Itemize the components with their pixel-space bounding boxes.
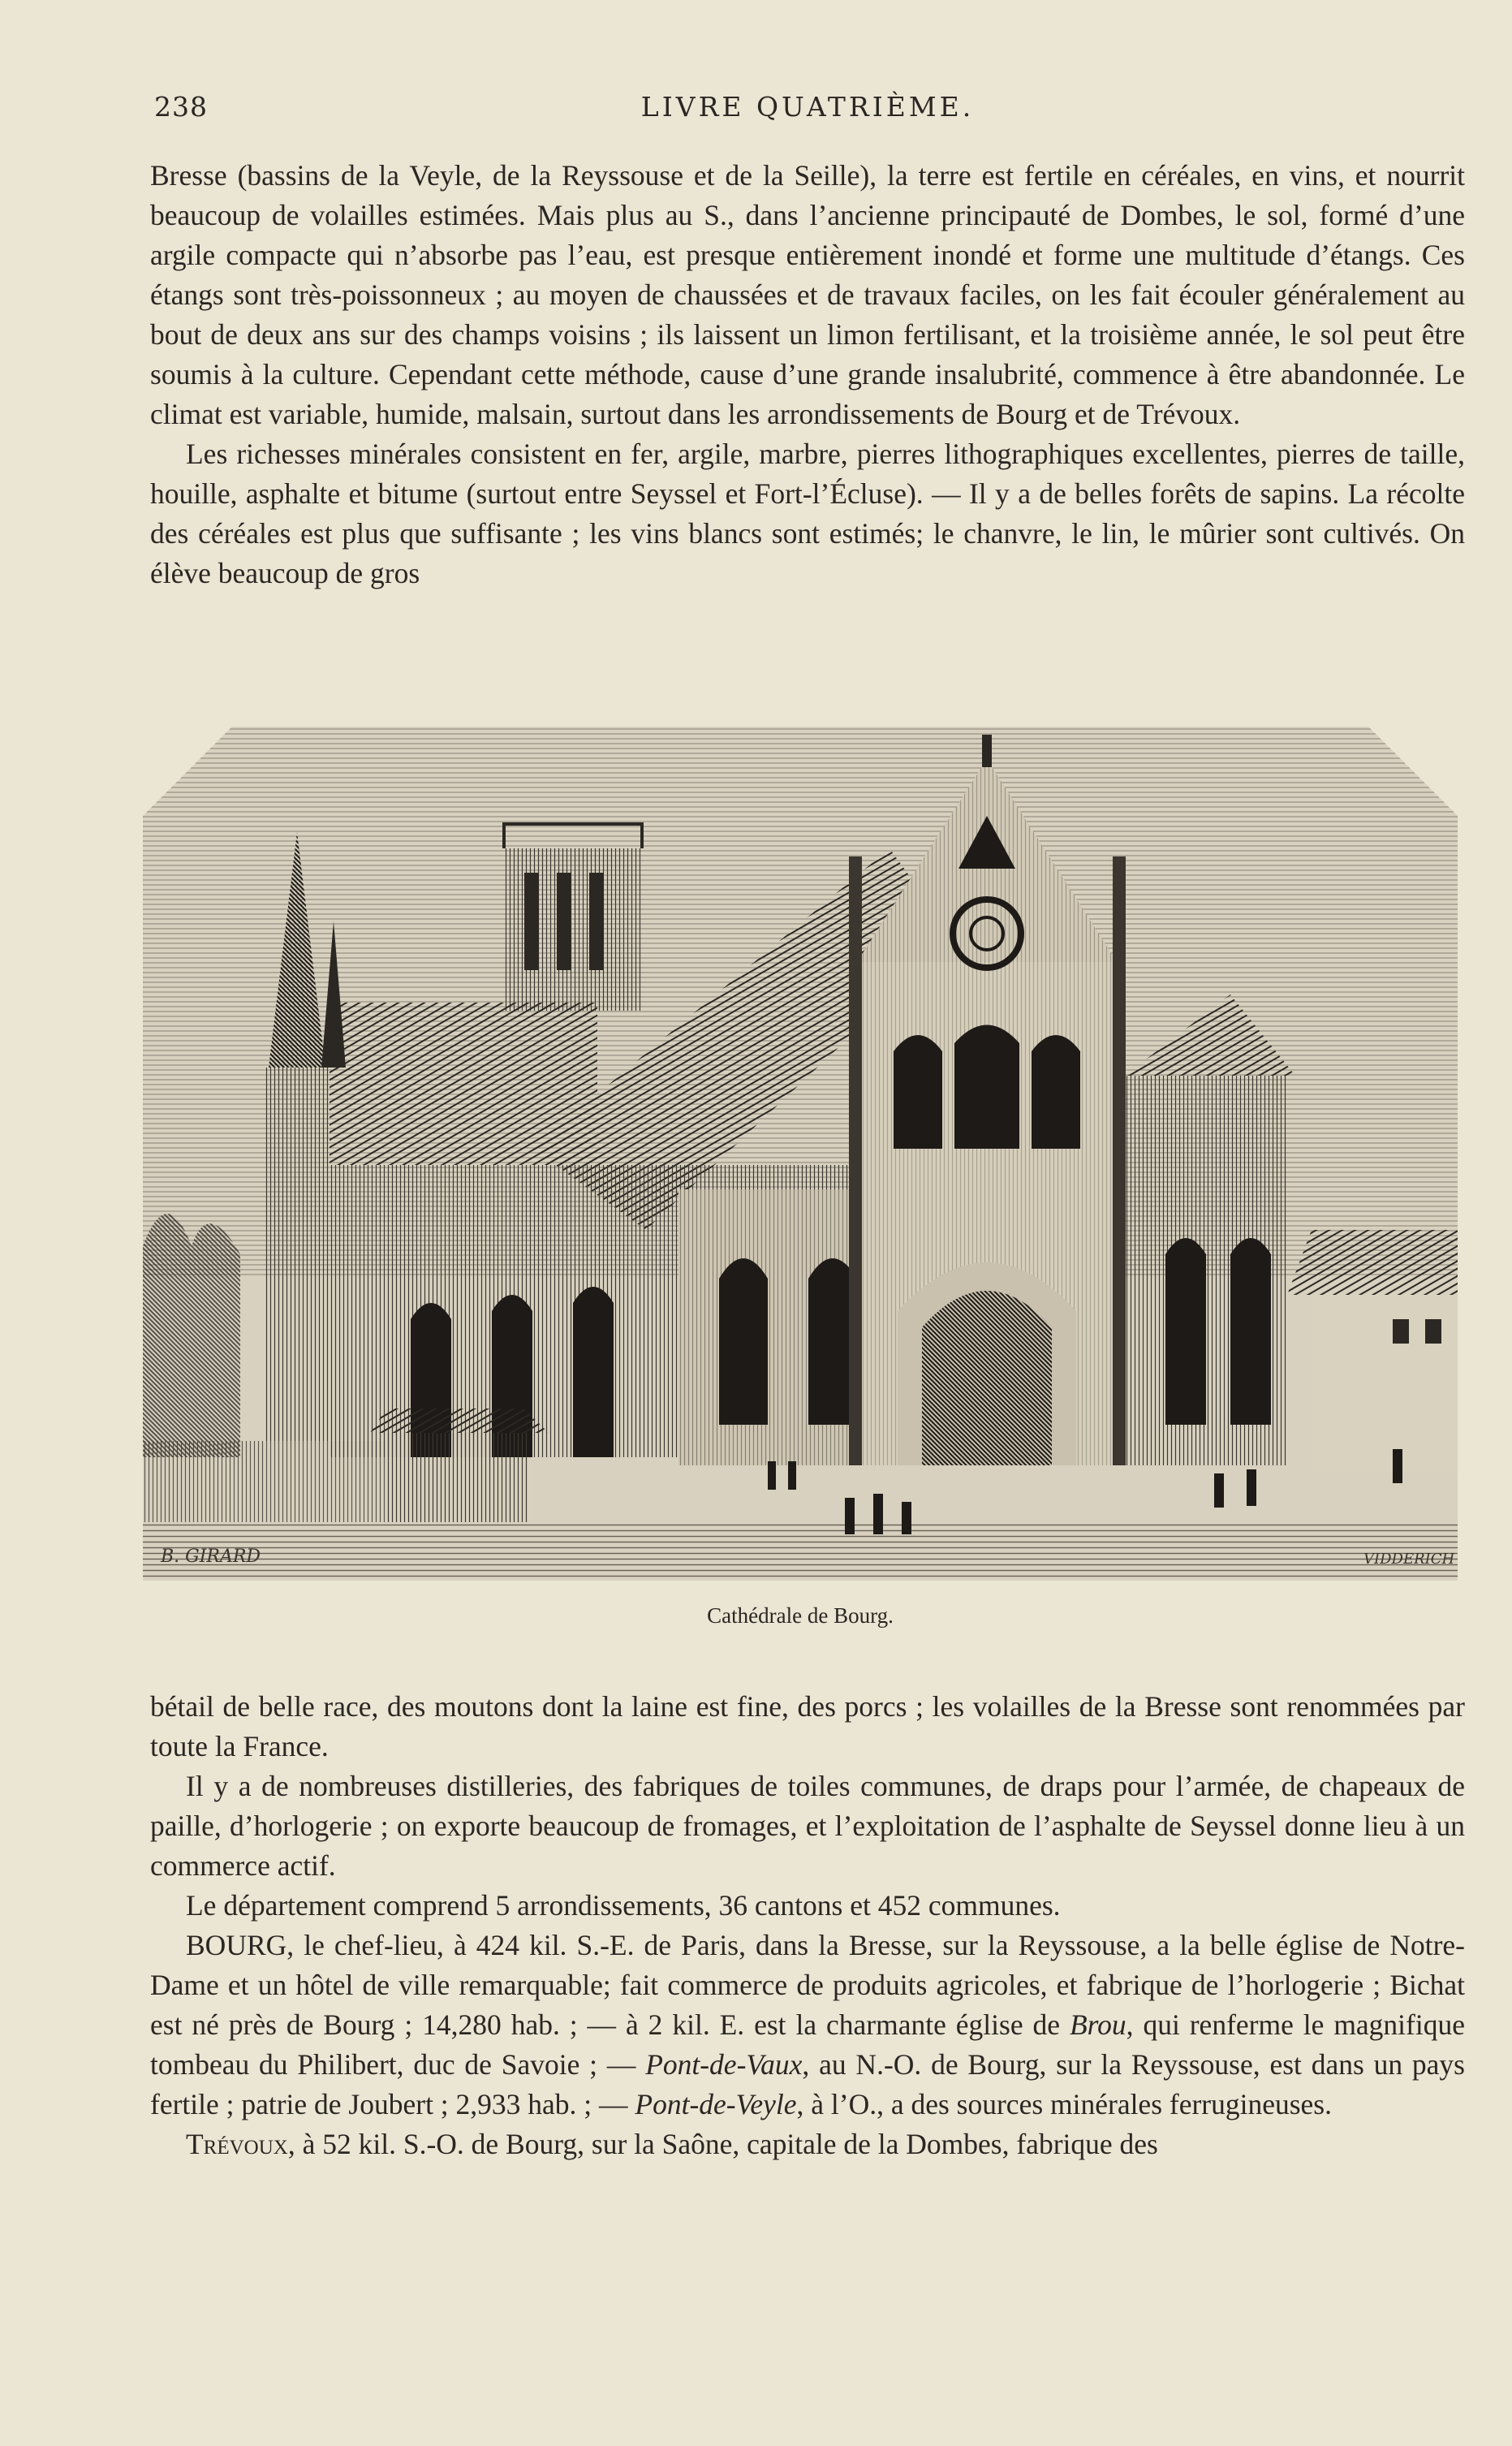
text-run: , au N.-O. de Bourg, sur la Reyssouse, est dans un pays fertile ; patrie de Joubert ; 2,933 hab. ; —	[150, 2048, 1465, 2120]
page-number: 238	[154, 91, 208, 123]
paragraph: Le département comprend 5 arrondissements, 36 cantons et 452 communes.	[186, 1889, 1061, 1922]
paragraph	[150, 2125, 1465, 2164]
paragraph: Bresse (bassins de la Veyle, de la Reyssouse et de la Seille), la terre est fertile en céréales, en vins, et nourrit beaucoup de volailles estimées. Mais plus au S., dans l’ancienne principauté de Dombes, le sol, formé d’une argile compacte qui n’absorbe pas l’eau, est presque entièrement inondé et forme une multitude d’étangs. Ces étangs sont très-poissonneux ; au moyen de chaussées et de travaux faciles, on les fait écouler généralement au bout de deux ans sur des champs voisins ; ils laissent un limon fertilisant, et la troisième année, le sol peut être soumis à la culture. Cependant cette méthode, cause d’une grande insalubrité, commence à être abandonnée. Le climat est variable, humide, malsain, surtout dans les arrondissements de Bourg et de Trévoux.	[150, 159, 1465, 430]
text-run: BOURG, le chef-lieu, à 424 kil. S.-E. de Paris, dans la Bresse, sur la Reyssouse, a la belle église de Notre-Dame et un hôtel de ville remarquable; fait commerce de produits agricoles, et fabrique de l’horlogerie ; Bichat est né près de Bourg ; 14,280 hab. ; — à 2 kil. E. est la charmante église de	[150, 1929, 1465, 2041]
place-name-brou: Brou	[1069, 2008, 1126, 2041]
running-head: LIVRE QUATRIÈME.	[640, 91, 975, 123]
paragraph	[150, 1926, 1465, 2125]
paragraph: Il y a de nombreuses distilleries, des fabriques de toiles communes, de draps pour l’armée, de chapeaux de paille, d’horlogerie ; on exporte beaucoup de fromages, et l’exploitation de l’asphalte de Seyssel donne lieu à un commerce actif.	[150, 1770, 1465, 1882]
place-name-pont-de-vaux: Pont-de-Vaux	[645, 2048, 803, 2081]
engraver-signature-left: B. GIRARD	[161, 1547, 261, 1567]
paragraph: bétail de belle race, des moutons dont la laine est fine, des porcs ; les volailles de la Bresse sont renommées par toute la France.	[150, 1690, 1465, 1762]
page-header	[154, 91, 1461, 140]
cathedral-engraving	[143, 727, 1458, 1581]
text-run: , qui renferme le magnifique tombeau du Philibert, duc de Savoie ; —	[150, 2008, 1465, 2081]
place-name-pont-de-veyle: Pont-de-Veyle	[635, 2088, 797, 2120]
engraver-signature-right: VIDDERICH	[1363, 1551, 1455, 1568]
top-text-block	[150, 156, 1465, 593]
bottom-text-block	[150, 1687, 1465, 2164]
text-run: , à l’O., a des sources minérales ferrugineuses.	[796, 2088, 1332, 2120]
paragraph: Les richesses minérales consistent en fer, argile, marbre, pierres lithographiques excellentes, pierres de taille, houille, asphalte et bitume (surtout entre Seyssel et Fort-l’Écluse). — Il y a de belles forêts de sapins. La récolte des céréales est plus que suffisante ; les vins blancs sont estimés; le chanvre, le lin, le mûrier sont cultivés. On élève beaucoup de gros	[150, 438, 1465, 589]
figure-caption: Cathédrale de Bourg.	[707, 1603, 894, 1628]
text-run: , à 52 kil. S.-O. de Bourg, sur la Saône, capitale de la Dombes, fabrique des	[287, 2128, 1158, 2160]
place-name-trevoux: Trévoux	[186, 2128, 288, 2160]
cathedral-illustration	[143, 727, 1458, 1581]
